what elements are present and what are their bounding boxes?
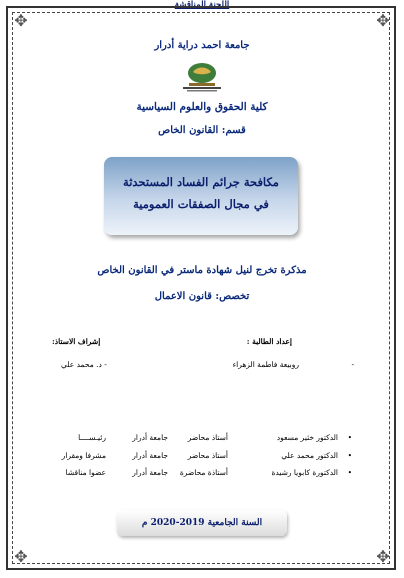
committee-row: [50, 433, 354, 445]
member-role: رئيـســــا: [78, 433, 106, 442]
university-name: جامعة احمد دراية أدرار: [154, 40, 250, 51]
bullet: •: [347, 451, 352, 460]
corner-ornament-icon: ✥: [14, 547, 28, 566]
member-role: مشرفا ومقرار: [61, 451, 106, 460]
committee-heading: اللجنة المناقشة: [174, 0, 230, 10]
bullet: •: [347, 433, 352, 442]
committee-row: [50, 468, 354, 480]
member-university: جامعة أدرار: [132, 468, 168, 477]
member-rank: أستاذة محاضرة: [179, 468, 228, 477]
faculty-name: كلية الحقوق والعلوم السياسية: [136, 101, 268, 113]
member-rank: أستاذ محاضر: [187, 433, 228, 442]
corner-ornament-icon: ✥: [376, 11, 390, 30]
academic-year: السنة الجامعية 2019-2020 م: [141, 518, 263, 528]
student-label: إعداد الطالبة :: [246, 337, 292, 346]
thesis-title-box: [104, 157, 298, 235]
member-university: جامعة أدرار: [132, 451, 168, 460]
supervisor-label: إشراف الاستاذ:: [52, 337, 101, 346]
student-dash: -: [351, 360, 354, 369]
corner-ornament-icon: ✥: [14, 11, 28, 30]
specialization: تخصص: قانون الاعمال: [154, 291, 250, 302]
member-rank: أستاذ محاضر: [187, 451, 228, 460]
thesis-title-line1: مكافحة جرائم الفساد المستحدثة: [123, 175, 279, 189]
bullet: •: [347, 468, 352, 477]
member-university: جامعة أدرار: [132, 433, 168, 442]
student-name: روبيعة فاطمة الزهراء: [232, 360, 299, 369]
thesis-title-line2: في مجال الصفقات العمومية: [133, 197, 269, 211]
corner-ornament-icon: ✥: [376, 547, 390, 566]
academic-year-box: [117, 510, 287, 536]
inner-dashed-border: [12, 12, 390, 564]
member-name: الدكتور محمد علي: [281, 451, 338, 460]
university-logo-icon: [175, 60, 229, 94]
supervisor-name: - د. محمد علي: [61, 360, 107, 369]
department-name: قسم: القانون الخاص: [158, 125, 246, 136]
member-name: الدكتورة كابويا رشيدة: [271, 468, 338, 477]
memo-description: مذكرة تخرج لنيل شهادة ماستر في القانون الخاص: [97, 265, 307, 276]
member-role: عضوا مناقشا: [65, 468, 106, 477]
committee-row: [50, 451, 354, 463]
member-name: الدكتور خثير مسعود: [276, 433, 338, 442]
